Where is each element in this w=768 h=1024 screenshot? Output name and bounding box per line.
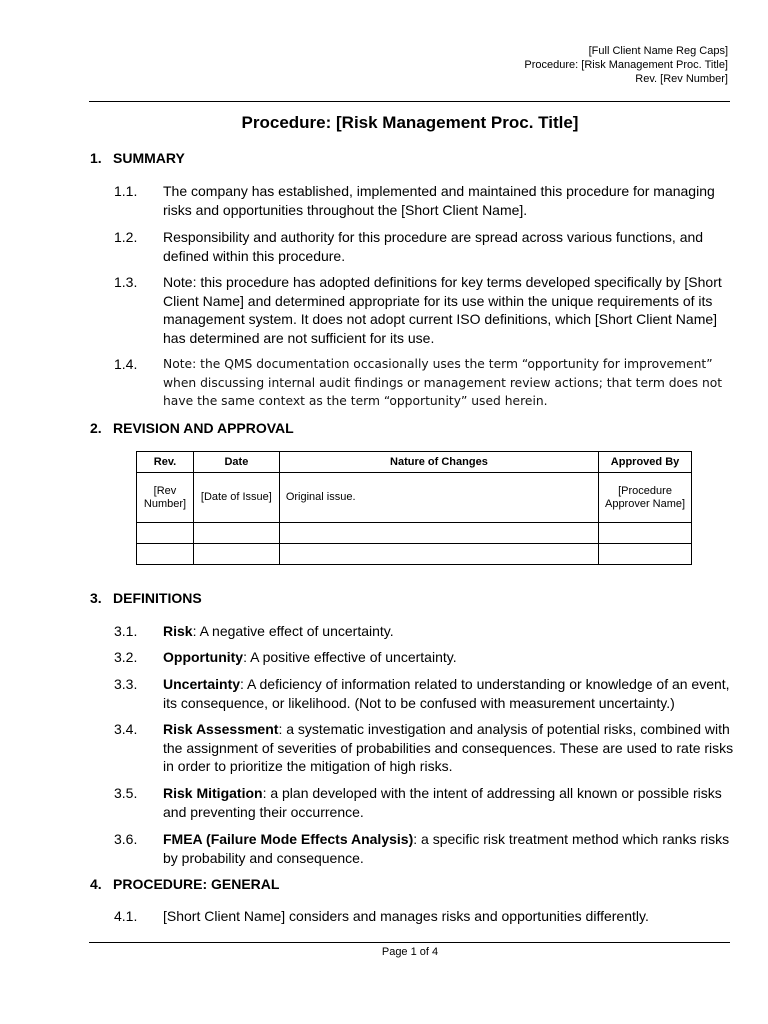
summary-item: 1.1. The company has established, implemented and maintained this procedure for managing risks and opportunities throughout the [Short Client Name].	[114, 183, 715, 218]
col-header-approved: Approved By	[599, 452, 692, 473]
summary-item: 1.2. Responsibility and authority for this procedure are spread across various functions, and defined within this procedure.	[114, 229, 704, 264]
summary-item: 1.3. Note: this procedure has adopted definitions for key terms developed specifically by [Short Client Name] and determined appropriate for its use within the unique requirements of its management system. It does not adopt current ISO definitions, which [Short Client Name] has determined are not sufficient for its use.	[114, 274, 722, 346]
table-row-empty	[137, 544, 692, 565]
definition-item: 3.1. Risk: A negative effect of uncertainty.	[114, 623, 394, 639]
definition-term: Risk Mitigation	[163, 785, 263, 801]
definition-item: 3.6. FMEA (Failure Mode Effects Analysis): a specific risk treatment method which ranks risks by probability and consequence.	[114, 831, 730, 866]
definition-term: Risk Assessment	[163, 721, 279, 737]
definition-term: FMEA (Failure Mode Effects Analysis)	[163, 831, 414, 847]
footer-rule	[89, 942, 730, 943]
summary-item: 1.4. Note: the QMS documentation occasionally uses the term “opportunity for improvement” when discussing internal audit findings or management review actions; that term does not have the same context as the term “opportunity” used herein.	[114, 356, 723, 408]
procedure-item: 4.1. [Short Client Name] considers and manages risks and opportunities differently.	[114, 908, 649, 924]
definition-item: 3.5. Risk Mitigation: a plan developed with the intent of addressing all known or possible risks and preventing their occurrence.	[114, 785, 722, 820]
definition-term: Uncertainty	[163, 676, 241, 692]
cell-nature: Original issue.	[279, 473, 598, 523]
table-row	[137, 473, 692, 523]
col-header-nature: Nature of Changes	[279, 452, 598, 473]
definition-term: Risk	[163, 623, 193, 639]
header-rule	[89, 101, 730, 102]
definition-item: 3.2. Opportunity: A positive effective of uncertainty.	[114, 649, 457, 665]
header-rev: Rev. [Rev Number]	[635, 73, 728, 85]
page-header	[524, 44, 728, 86]
cell-rev: [Rev Number]	[137, 473, 194, 523]
revision-table	[136, 451, 692, 565]
definition-item: 3.4. Risk Assessment: a systematic investigation and analysis of potential risks, combined with the assignment of severities of probabilities and consequences. These are used to rate risks in order to prioritize the mitigation of high risks.	[114, 721, 734, 774]
cell-date: [Date of Issue]	[193, 473, 279, 523]
section-heading-revision: 2. REVISION AND APPROVAL	[90, 420, 294, 436]
table-row-empty	[137, 523, 692, 544]
cell-approved: [Procedure Approver Name]	[599, 473, 692, 523]
section-heading-summary: 1. SUMMARY	[90, 150, 185, 166]
table-header-row	[137, 452, 692, 473]
definition-item: 3.3. Uncertainty: A deficiency of information related to understanding or knowledge of an event, its consequence, or likelihood. (Not to be confused with measurement uncertainty.)	[114, 676, 730, 711]
definition-term: Opportunity	[163, 649, 244, 665]
header-client: [Full Client Name Reg Caps]	[588, 45, 728, 57]
document-title: Procedure: [Risk Management Proc. Title]	[241, 113, 579, 132]
col-header-date: Date	[193, 452, 279, 473]
section-heading-procedure: 4. PROCEDURE: GENERAL	[90, 876, 280, 892]
header-procedure: Procedure: [Risk Management Proc. Title]	[524, 59, 728, 71]
col-header-rev: Rev.	[137, 452, 194, 473]
page-number: Page 1 of 4	[381, 946, 439, 958]
section-heading-definitions: 3. DEFINITIONS	[90, 590, 202, 606]
